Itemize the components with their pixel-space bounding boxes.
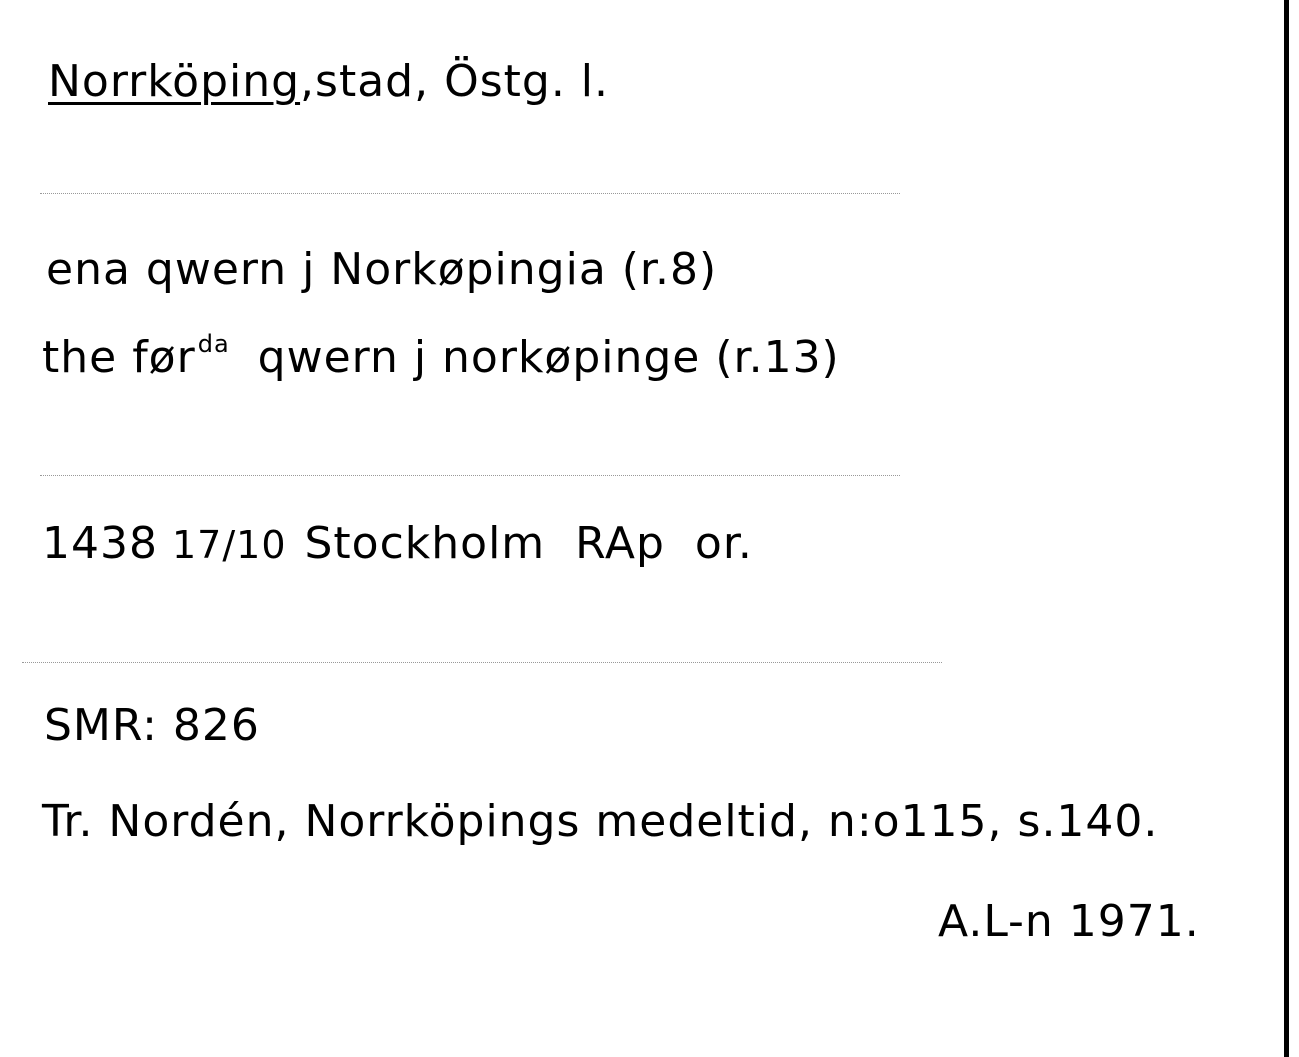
reference-line: Tr. Nordén, Norrköpings medeltid, n:o115, s.140.	[42, 796, 1159, 847]
day-month: 17/10	[171, 523, 287, 567]
ruling-line	[40, 193, 900, 194]
quote-line-2-post: qwern j norkøpinge (r.13)	[257, 332, 840, 383]
smr-number: SMR: 826	[44, 700, 260, 751]
date-place-line	[42, 518, 753, 569]
quote-line-2	[42, 330, 840, 383]
quote-line-2-pre: the før	[42, 332, 196, 383]
place-source: Stockholm RAp or.	[304, 518, 753, 569]
card-heading	[48, 56, 609, 107]
heading-rest: ,stad, Östg. l.	[300, 56, 609, 107]
card-border	[1284, 0, 1289, 1057]
quote-line-2-sup: da	[197, 330, 230, 358]
ruling-line	[22, 662, 942, 663]
quote-line-1: ena qwern j Norkøpingia (r.8)	[46, 244, 718, 295]
signature: A.L-n 1971.	[938, 896, 1200, 947]
year: 1438	[42, 518, 158, 569]
ruling-line	[40, 475, 900, 476]
heading-place: Norrköping	[48, 56, 301, 107]
